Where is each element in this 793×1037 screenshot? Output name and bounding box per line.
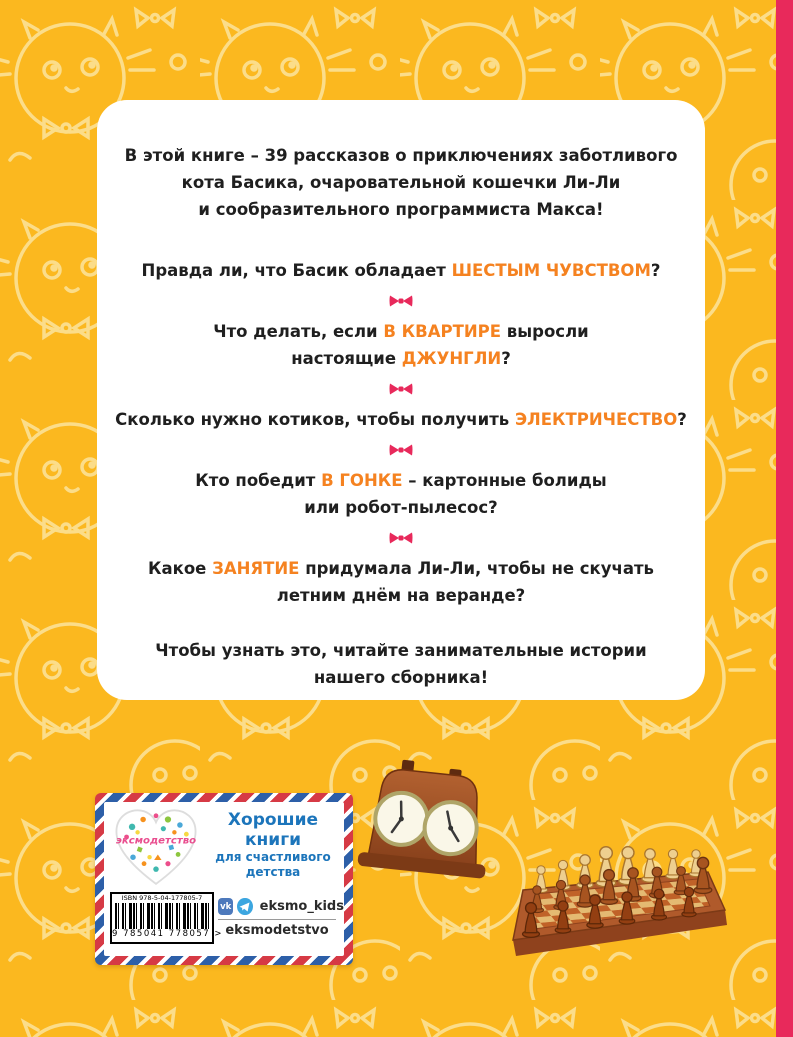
question-line: [97, 318, 705, 345]
outro-line: нашего сборника!: [313, 668, 489, 687]
question-line: [97, 345, 705, 372]
question-line: [97, 582, 705, 609]
bow-icon: [389, 531, 413, 545]
isbn-barcode: [110, 892, 224, 944]
plain-text: Кто победит: [195, 471, 322, 490]
slogan-line: Хорошие: [227, 810, 319, 830]
eksmodetstvo-logo-text: эксмодетство: [115, 835, 197, 847]
highlighted-text: ЭЛЕКТРИЧЕСТВО: [514, 410, 678, 429]
publisher-slogan: [204, 810, 342, 880]
bow-divider: [97, 531, 705, 545]
intro-line: и сообразительного программиста Макса!: [198, 200, 604, 219]
isbn-label: ISBN 978-5-04-177805-7: [121, 894, 203, 902]
chess-set-image: [493, 798, 773, 970]
highlighted-text: ШЕСТЫМ ЧУВСТВОМ: [451, 261, 651, 280]
bow-divider: [97, 294, 705, 308]
plain-text: летним днём на веранде?: [276, 586, 526, 605]
social-links: [218, 898, 344, 938]
plain-text: выросли: [501, 322, 589, 341]
social-handle-eksmo-kids: eksmo_kids: [259, 899, 344, 914]
plain-text: или робот-пылесос?: [304, 498, 498, 517]
question-line: [97, 257, 705, 284]
plain-text: ?: [650, 261, 661, 280]
plain-text: ?: [677, 410, 687, 429]
chess-clock-image: [349, 749, 502, 898]
question-4: [97, 467, 705, 521]
highlighted-text: В КВАРТИРЕ: [383, 322, 502, 341]
question-line: [97, 406, 705, 433]
eksmodetstvo-heart-logo: [110, 806, 202, 890]
question-line: [97, 467, 705, 494]
plain-text: Правда ли, что Басик обладает: [141, 261, 452, 280]
social-divider: [218, 919, 336, 920]
slogan-line: для счастливого: [215, 850, 331, 864]
plain-text: придумала Ли-Ли, чтобы не скучать: [299, 559, 654, 578]
question-2: [97, 318, 705, 372]
plain-text: Какое: [148, 559, 213, 578]
intro-paragraph: [97, 142, 705, 223]
question-3: [97, 406, 705, 433]
slogan-line: детства: [245, 865, 301, 879]
cover-edge-strip: [776, 0, 793, 1037]
plain-text: ?: [501, 349, 511, 368]
plain-text: Что делать, если: [213, 322, 384, 341]
bow-divider: [97, 443, 705, 457]
barcode-digits: 9 785041 778057 >: [112, 929, 224, 939]
intro-line: кота Басика, очаровательной кошечки Ли-Ли: [181, 173, 621, 192]
barcode-bars: [115, 903, 209, 929]
plain-text: настоящие: [291, 349, 402, 368]
question-5: [97, 555, 705, 609]
social-handle-eksmodetstvo: eksmodetstvo: [225, 923, 329, 938]
publisher-card-inner: [104, 802, 344, 956]
plain-text: – картонные болиды: [402, 471, 607, 490]
plain-text: Сколько нужно котиков, чтобы получить: [115, 410, 515, 429]
question-line: [97, 494, 705, 521]
outro-paragraph: [97, 637, 705, 691]
publisher-card: [95, 793, 353, 965]
slogan-line: книги: [245, 830, 301, 850]
highlighted-text: ДЖУНГЛИ: [401, 349, 502, 368]
highlighted-text: В ГОНКЕ: [321, 471, 403, 490]
bow-divider: [97, 382, 705, 396]
question-line: [97, 555, 705, 582]
vk-icon: vk: [218, 898, 233, 915]
bow-icon: [389, 382, 413, 396]
outro-line: Чтобы узнать это, читайте занимательные истории: [155, 641, 647, 660]
highlighted-text: ЗАНЯТИЕ: [212, 559, 300, 578]
question-1: [97, 257, 705, 284]
telegram-icon: [237, 898, 252, 915]
bow-icon: [389, 443, 413, 457]
annotation-panel: [97, 100, 705, 700]
social-row: [218, 898, 344, 915]
intro-line: В этой книге – 39 рассказов о приключениях заботливого: [124, 146, 678, 165]
bow-icon: [389, 294, 413, 308]
